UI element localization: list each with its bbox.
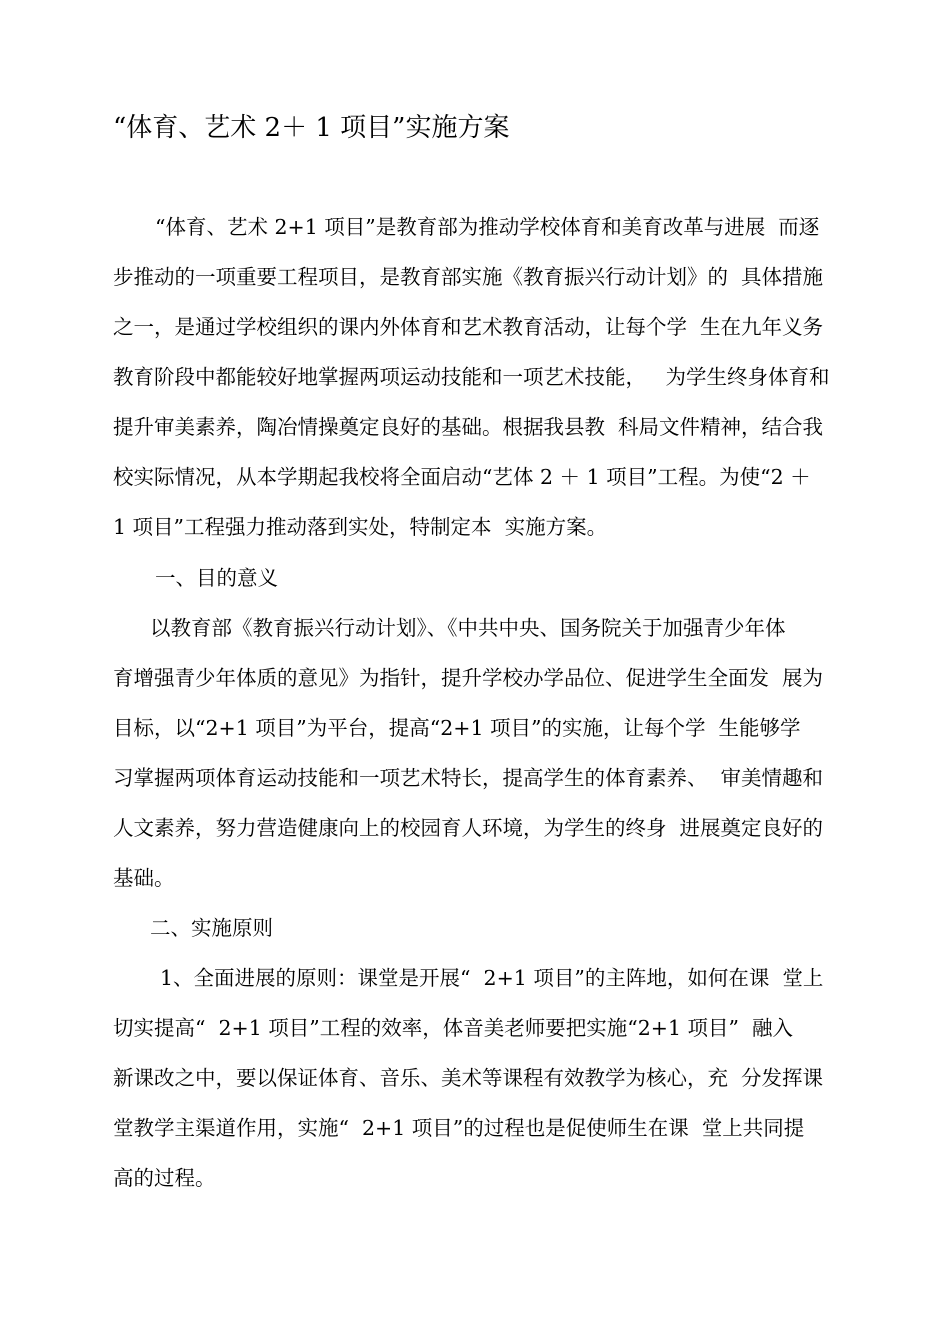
section-heading: 二、实施原则 [150, 916, 273, 940]
section2-line: 堂教学主渠道作用，实施“ 2+1 项目”的过程也是促使师生在课 堂上共同提 [113, 1116, 805, 1140]
section2-line: 切实提高“ 2+1 项目”工程的效率，体音美老师要把实施“2+1 项目” 融入 [113, 1016, 794, 1040]
intro-line: 1 项目”工程强力推动落到实处，特制定本 实施方案。 [113, 515, 608, 539]
document-title: “体育、艺术 2＋ 1 项目”实施方案 [113, 113, 510, 143]
section1-line: 育增强青少年体质的意见》为指针，提升学校办学品位、促进学生全面发 展为 [113, 666, 824, 690]
intro-line: 教育阶段中都能较好地掌握两项运动技能和一项艺术技能， 为学生终身体育和 [113, 365, 830, 389]
section1-line: 人文素养，努力营造健康向上的校园育人环境，为学生的终身 进展奠定良好的 [113, 816, 824, 840]
intro-line: “体育、艺术 2+1 项目”是教育部为推动学校体育和美育改革与进展 而逐 [155, 215, 820, 239]
section1-line: 以教育部《教育振兴行动计划》、《中共中央、国务院关于加强青少年体 [150, 616, 786, 640]
intro-line: 校实际情况，从本学期起我校将全面启动“艺体 2 ＋ 1 项目”工程。为使“2 ＋ [113, 465, 811, 489]
section1-line: 基础。 [113, 866, 175, 890]
section1-line: 习掌握两项体育运动技能和一项艺术特长，提高学生的体育素养、 审美情趣和 [113, 766, 824, 790]
section1-line: 目标，以“2+1 项目”为平台，提高“2+1 项目”的实施，让每个学 生能够学 [113, 716, 801, 740]
section2-line: 1、全面进展的原则：课堂是开展“ 2+1 项目”的主阵地，如何在课 堂上 [160, 966, 824, 990]
intro-line: 提升审美素养，陶冶情操奠定良好的基础。根据我县教 科局文件精神，结合我 [113, 415, 824, 439]
section2-line: 新课改之中，要以保证体育、音乐、美术等课程有效教学为核心，充 分发挥课 [113, 1066, 824, 1090]
section-heading: 一、目的意义 [155, 566, 278, 590]
intro-line: 之一，是通过学校组织的课内外体育和艺术教育活动，让每个学 生在九年义务 [113, 315, 824, 339]
section2-line: 高的过程。 [113, 1166, 216, 1190]
intro-line: 步推动的一项重要工程项目，是教育部实施《教育振兴行动计划》的 具体措施 [113, 265, 824, 289]
